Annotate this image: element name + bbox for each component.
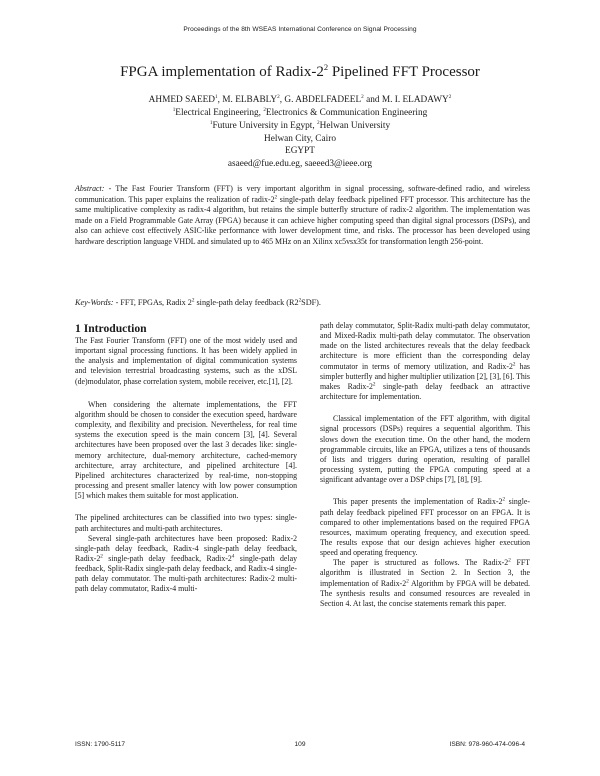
running-header: Proceedings of the 8th WSEAS International Conference on Signal Processing xyxy=(183,26,417,33)
paper-title: FPGA implementation of Radix-$2^2$ Pipelined FFT Processor xyxy=(120,62,480,80)
footer-issn: ISSN: 1790-5117 xyxy=(75,741,126,748)
section-heading-introduction: 1 Introduction xyxy=(75,322,147,335)
paragraph: Classical implementation of the FFT algorithm, with digital signal processors (DSPs) requires a sequential algorithm. This slows down the execution time. On the other hand, the modern programmable circuits, like an FPGA, utilizes a tens of thousands of lists and triggers during operation, resulting of parallel processing system, putting the FPGA computing speed at a significant advantage over a DSP chips [7], [8], [9]. xyxy=(320,414,530,485)
paragraph: path delay commutator, Split-Radix multi-path delay commutator, and Mixed-Radix multi-path delay commutator. The observation made on the listed architectures reveals that the delay feedback architecture is more efficient than the corresponding delay commutator in terms of memory utilization, and Radix-$2^2$ has simpler butterfly and higher multiplier utilization [2], [3], [6]. This makes Radix-$2^2$ single-path delay feedback an attractive architecture for implementation. xyxy=(320,321,530,402)
paragraph: The Fast Fourier Transform (FFT) one of the most widely used and important signal processing functions. It has been widely applied in the analysis and implementation of digital communication systems and television terrestrial broadcasting systems, such as the xDSL (de)modulator, phase correlation system, mobile receiver, etc.[1], [2]. xyxy=(75,336,297,386)
page-number: 109 xyxy=(294,741,306,748)
paragraph: Several single-path architectures have been proposed: Radix-2 single-path delay feedback, Radix-4 single-path delay feedback, Radix-$2^2$ single-path delay feedback, Radix-$2^4$ single-path delay feedback, Split-Radix single-path delay feedback, and Radix-4 single-path delay commutator. The multi-path architectures: Radix-2 multi-path delay commutator, Radix-4 multi- xyxy=(75,533,297,594)
keywords: Key-Words: - FFT, FPGAs, Radix $2^2$ single-path delay feedback $(R2^2SDF)$. xyxy=(75,297,321,307)
author-emails: asaeed@fue.edu.eg, saeeed3@ieee.org xyxy=(227,159,373,169)
keywords-label: Key-Words: xyxy=(75,298,114,307)
paragraph: This paper presents the implementation of Radix-$2^2$ single-path delay feedback pipelined FFT processor on an FPGA. It is compared to other implementations based on the required FPGA resources, maximum operating frequency, and execution speed. The results expose that our design achieves higher execution speed and operating frequency. xyxy=(320,496,531,558)
paragraph: The pipelined architectures can be classified into two types: single-path architectures and multi-path architectures. xyxy=(75,513,297,533)
affiliation-city: Helwan City, Cairo xyxy=(264,134,336,144)
affiliation-departments: $^1$Electrical Engineering, $^2$Electronics & Communication Engineering xyxy=(172,106,428,118)
abstract: Abstract: - The Fast Fourier Transform (FFT) is very important algorithm in signal processing, software-defined radio, and wireless communication. This paper explains the realization of radix-$2^2$ single-path delay feedback pipelined FFT processor. This architecture has the same multiplicative complexity as radix-4 algorithm, but retains the simple butterfly structure of radix-2 algorithm. The implementation was made on a Field Programmable Gate Array (FPGA) because it can achieve higher computing speed than digital signal processors (DSPs), and also can achieve cost effectively ASIC-like performance with lower development time, and risks. The processor has been developed using hardware description language VHDL and simulated up to 465 MHz on an Xilinx xc5vsx35t for transformation length 256-point. xyxy=(75,184,530,246)
affiliation-universities: $^1$Future University in Egypt, $^2$Helwan University xyxy=(209,119,391,131)
footer-isbn: ISBN: 978-960-474-096-4 xyxy=(449,741,525,748)
abstract-label: Abstract: xyxy=(75,184,105,193)
affiliation-country: EGYPT xyxy=(285,146,315,156)
author-list: AHMED SAEED$^1$, M. ELBABLY$^2$, G. ABDELFADEEL$^2$ and M. I. ELADAWY$^2$ xyxy=(148,93,452,105)
right-column xyxy=(320,321,530,609)
paragraph: When considering the alternate implementations, the FFT algorithm should be chosen to consider the execution speed, hardware complexity, and flexibility and precision. Nevertheless, for real time systems the execution speed is the main concern [3], [4]. Several architectures have been proposed over the last 3 decades like: single-memory architecture, dual-memory architecture, cached-memory architecture, array architecture, and pipelined architecture [4]. Pipelined architectures characterized by real-time, non-stopping processing and present smaller latency with low power consumption [5] which makes them suitable for most application. xyxy=(75,399,297,501)
paragraph: The paper is structured as follows. The Radix-$2^2$ FFT algorithm is illustrated in Section 2. In Section 3, the implementation of Radix-$2^2$ Algorithm by FPGA will be debated. The synthesis results and consumed resources are revealed in Section 4. At last, the concise statements remark this paper. xyxy=(320,557,530,608)
left-column xyxy=(75,336,297,595)
